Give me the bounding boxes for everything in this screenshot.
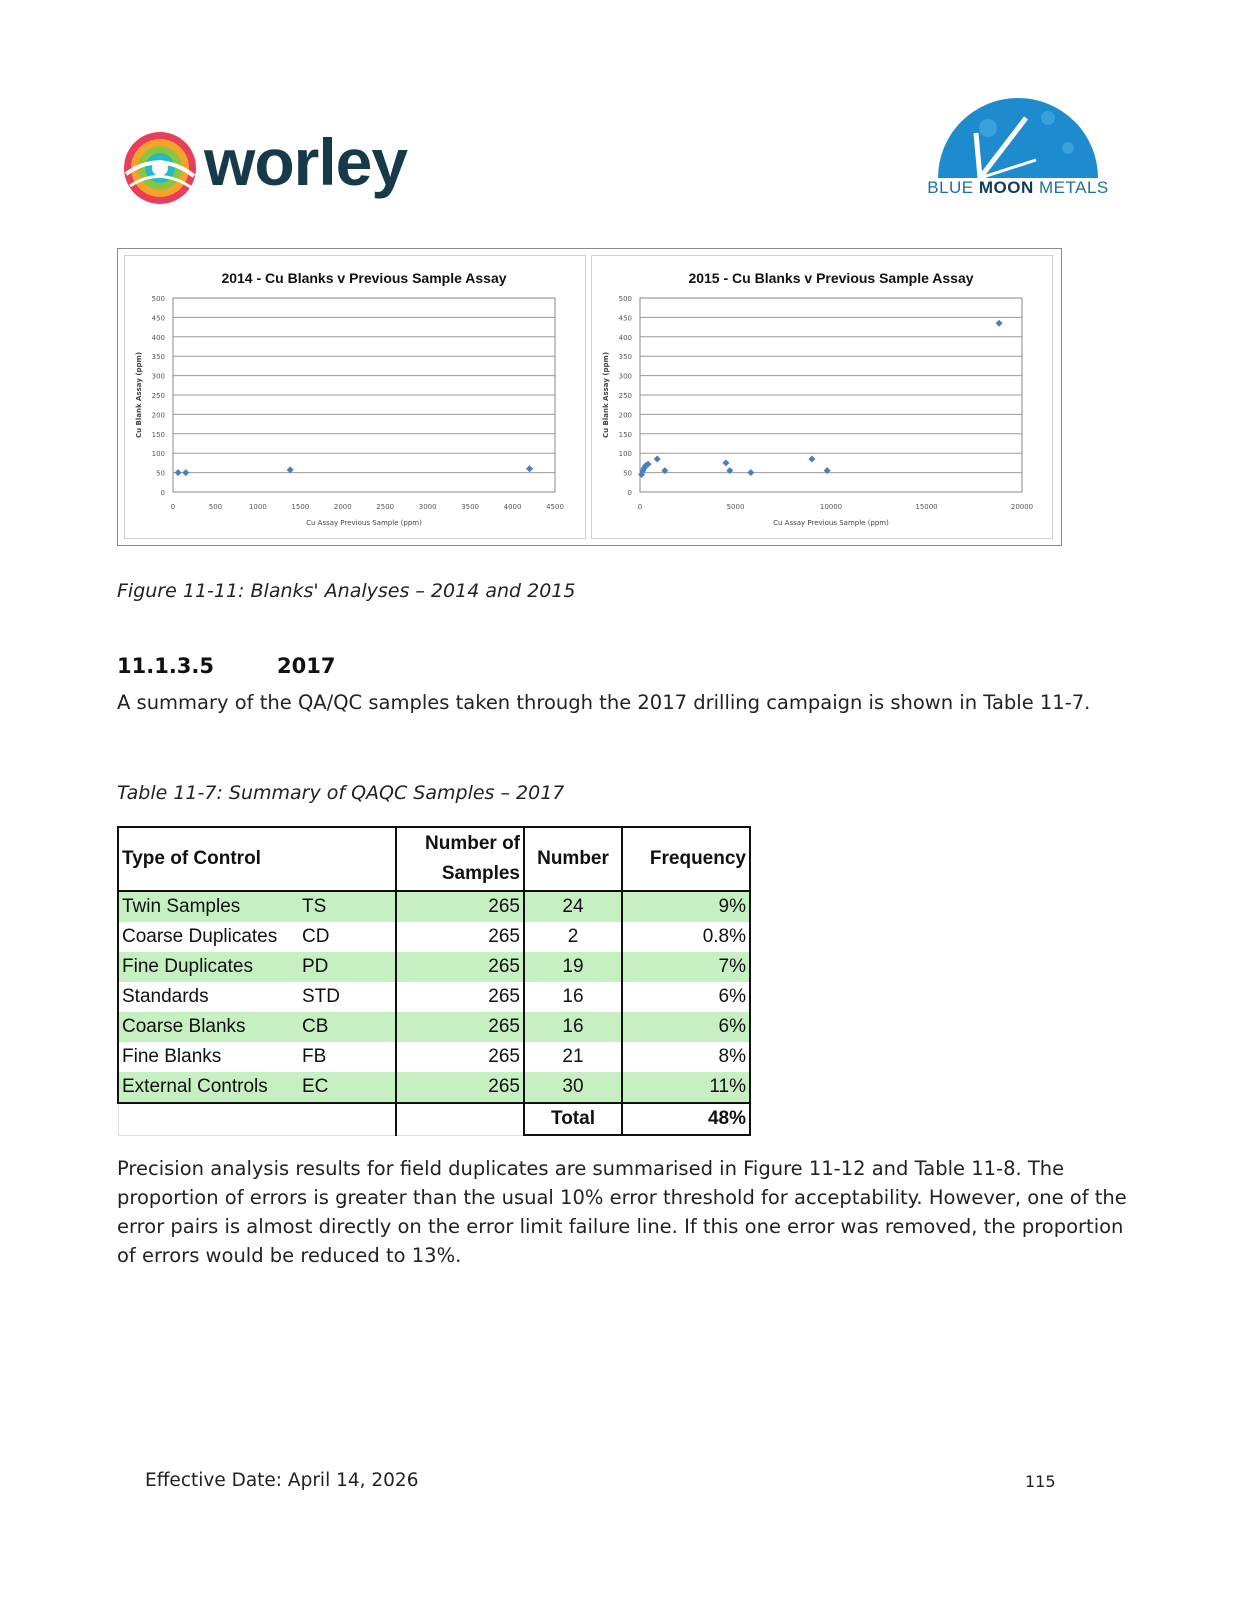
table-row bbox=[118, 922, 750, 952]
cell-samples: 265 bbox=[396, 982, 524, 1012]
cell-type: Coarse Blanks bbox=[118, 1012, 299, 1042]
worley-logo-text: worley bbox=[204, 125, 408, 199]
cell-samples: 265 bbox=[396, 891, 524, 922]
cell-type: Standards bbox=[118, 982, 299, 1012]
x-tick-label: 4000 bbox=[503, 503, 522, 511]
y-tick-label: 450 bbox=[151, 314, 165, 323]
table-row bbox=[118, 982, 750, 1012]
data-point bbox=[726, 467, 733, 474]
y-tick-label: 250 bbox=[618, 392, 632, 400]
y-tick-label: 150 bbox=[151, 430, 165, 439]
section-number: 11.1.3.5 bbox=[117, 654, 214, 678]
x-tick-label: 3000 bbox=[418, 503, 437, 511]
y-tick-label: 100 bbox=[151, 450, 165, 459]
y-tick-label: 250 bbox=[151, 392, 165, 400]
cell-code: TS bbox=[299, 891, 396, 922]
cell-frequency: 7% bbox=[622, 952, 750, 982]
x-tick-label: 5000 bbox=[726, 503, 745, 511]
section-title: 2017 bbox=[277, 654, 336, 678]
total-row-empty-2 bbox=[299, 1103, 396, 1135]
cell-number: 16 bbox=[524, 982, 622, 1012]
blue-moon-metals-logo-text: BLUE MOON METALS bbox=[927, 178, 1109, 197]
table-caption: Table 11-7: Summary of QAQC Samples – 2017 bbox=[117, 782, 565, 804]
x-tick-label: 10000 bbox=[819, 503, 843, 511]
cell-frequency: 11% bbox=[622, 1072, 750, 1103]
y-tick-label: 450 bbox=[618, 314, 632, 323]
data-point bbox=[661, 467, 668, 474]
x-tick-label: 4500 bbox=[546, 503, 564, 511]
y-tick-label: 500 bbox=[151, 295, 165, 303]
y-tick-label: 300 bbox=[151, 372, 165, 381]
table-row bbox=[118, 952, 750, 982]
cell-samples: 265 bbox=[396, 1042, 524, 1072]
table-body bbox=[118, 891, 750, 1103]
cell-frequency: 6% bbox=[622, 1012, 750, 1042]
cell-code: EC bbox=[299, 1072, 396, 1103]
cell-frequency: 0.8% bbox=[622, 922, 750, 952]
x-tick-label: 1000 bbox=[248, 503, 267, 511]
data-point bbox=[654, 456, 661, 463]
cell-type: Twin Samples bbox=[118, 891, 299, 922]
table-row bbox=[118, 1072, 750, 1103]
cell-number: 19 bbox=[524, 952, 622, 982]
cell-number: 21 bbox=[524, 1042, 622, 1072]
qaqc-summary-table bbox=[117, 826, 751, 1136]
y-tick-label: 100 bbox=[618, 450, 632, 459]
y-tick-label: 200 bbox=[618, 411, 632, 420]
cell-samples: 265 bbox=[396, 1072, 524, 1103]
x-tick-label: 2500 bbox=[376, 503, 395, 511]
figure-caption: Figure 11-11: Blanks' Analyses – 2014 and 2015 bbox=[117, 580, 576, 602]
header-code bbox=[299, 827, 396, 891]
y-tick-label: 300 bbox=[618, 372, 632, 381]
table-row bbox=[118, 1042, 750, 1072]
y-axis-label: Cu Blank Assay (ppm) bbox=[135, 351, 143, 439]
total-value: 48% bbox=[622, 1103, 750, 1135]
y-tick-label: 350 bbox=[618, 353, 632, 362]
y-tick-label: 400 bbox=[151, 333, 165, 342]
total-row-empty-1 bbox=[118, 1103, 299, 1135]
cell-number: 2 bbox=[524, 922, 622, 952]
header-type-of-control: Type of Control bbox=[118, 827, 299, 891]
x-tick-label: 2000 bbox=[333, 503, 352, 511]
y-tick-label: 50 bbox=[623, 469, 632, 478]
cell-code: CB bbox=[299, 1012, 396, 1042]
section-intro-paragraph: A summary of the QA/QC samples taken through the 2017 drilling campaign is shown in Table 11-7. bbox=[117, 691, 1091, 714]
table-row bbox=[118, 1012, 750, 1042]
data-point bbox=[808, 456, 815, 463]
chart-title: 2015 - Cu Blanks v Previous Sample Assay bbox=[688, 270, 974, 286]
cell-samples: 265 bbox=[396, 1012, 524, 1042]
cell-type: Fine Blanks bbox=[118, 1042, 299, 1072]
cell-type: Coarse Duplicates bbox=[118, 922, 299, 952]
chart-2015 bbox=[592, 256, 1052, 538]
x-tick-label: 0 bbox=[170, 503, 176, 511]
chart-2015-panel bbox=[591, 255, 1053, 539]
data-point bbox=[526, 465, 533, 472]
y-tick-label: 350 bbox=[151, 353, 165, 362]
cell-code: STD bbox=[299, 982, 396, 1012]
chart-2014 bbox=[125, 256, 585, 538]
data-point bbox=[824, 467, 831, 474]
blue-moon-metals-logo bbox=[918, 78, 1118, 200]
worley-swirl-icon bbox=[122, 130, 198, 206]
cell-code: CD bbox=[299, 922, 396, 952]
precision-analysis-paragraph: Precision analysis results for field duplicates are summarised in Figure 11-12 and Table 11-8. The proportion of errors is greater than the usual 10% error threshold for acceptability. However, one of the error pairs is almost directly on the error limit failure line. If this one error was removed, the proportion of errors would be reduced to 13%. bbox=[117, 1157, 1127, 1267]
y-tick-label: 50 bbox=[156, 469, 165, 478]
cell-frequency: 6% bbox=[622, 982, 750, 1012]
cell-number: 16 bbox=[524, 1012, 622, 1042]
cell-type: External Controls bbox=[118, 1072, 299, 1103]
header-number: Number bbox=[524, 827, 622, 891]
cell-number: 30 bbox=[524, 1072, 622, 1103]
cell-type: Fine Duplicates bbox=[118, 952, 299, 982]
figure-frame bbox=[117, 248, 1062, 546]
footer-effective-date: Effective Date: April 14, 2026 bbox=[145, 1470, 419, 1491]
header-number-of-samples: Number of Samples bbox=[396, 827, 524, 891]
x-tick-label: 3500 bbox=[461, 503, 480, 511]
x-tick-label: 1500 bbox=[291, 503, 310, 511]
y-tick-label: 500 bbox=[618, 295, 632, 303]
cell-code: PD bbox=[299, 952, 396, 982]
cell-code: FB bbox=[299, 1042, 396, 1072]
moon-icon bbox=[918, 78, 1118, 178]
x-axis-label: Cu Assay Previous Sample (ppm) bbox=[306, 519, 422, 527]
data-point bbox=[747, 469, 754, 476]
x-tick-label: 20000 bbox=[1010, 503, 1034, 511]
x-tick-label: 15000 bbox=[915, 503, 938, 511]
cell-samples: 265 bbox=[396, 952, 524, 982]
data-point bbox=[182, 469, 189, 476]
section-heading bbox=[117, 654, 335, 678]
worley-logo bbox=[122, 125, 432, 220]
cell-frequency: 9% bbox=[622, 891, 750, 922]
y-axis-label: Cu Blank Assay (ppm) bbox=[602, 351, 610, 439]
total-label: Total bbox=[524, 1103, 622, 1135]
footer-page-number: 115 bbox=[1025, 1472, 1056, 1491]
cell-samples: 265 bbox=[396, 922, 524, 952]
x-tick-label: 500 bbox=[208, 503, 223, 511]
header-frequency: Frequency bbox=[622, 827, 750, 891]
data-point bbox=[175, 469, 182, 476]
data-point bbox=[722, 459, 729, 466]
cell-frequency: 8% bbox=[622, 1042, 750, 1072]
chart-2014-panel bbox=[124, 255, 586, 539]
y-tick-label: 0 bbox=[627, 489, 632, 497]
data-point bbox=[996, 320, 1003, 327]
y-tick-label: 400 bbox=[618, 333, 632, 342]
y-tick-label: 200 bbox=[151, 411, 165, 420]
cell-number: 24 bbox=[524, 891, 622, 922]
total-row-empty-3 bbox=[396, 1103, 524, 1135]
y-tick-label: 150 bbox=[618, 430, 632, 439]
y-tick-label: 0 bbox=[160, 489, 165, 497]
x-axis-label: Cu Assay Previous Sample (ppm) bbox=[773, 519, 889, 527]
table-row bbox=[118, 891, 750, 922]
chart-title: 2014 - Cu Blanks v Previous Sample Assay bbox=[221, 270, 507, 286]
x-tick-label: 0 bbox=[637, 503, 643, 511]
